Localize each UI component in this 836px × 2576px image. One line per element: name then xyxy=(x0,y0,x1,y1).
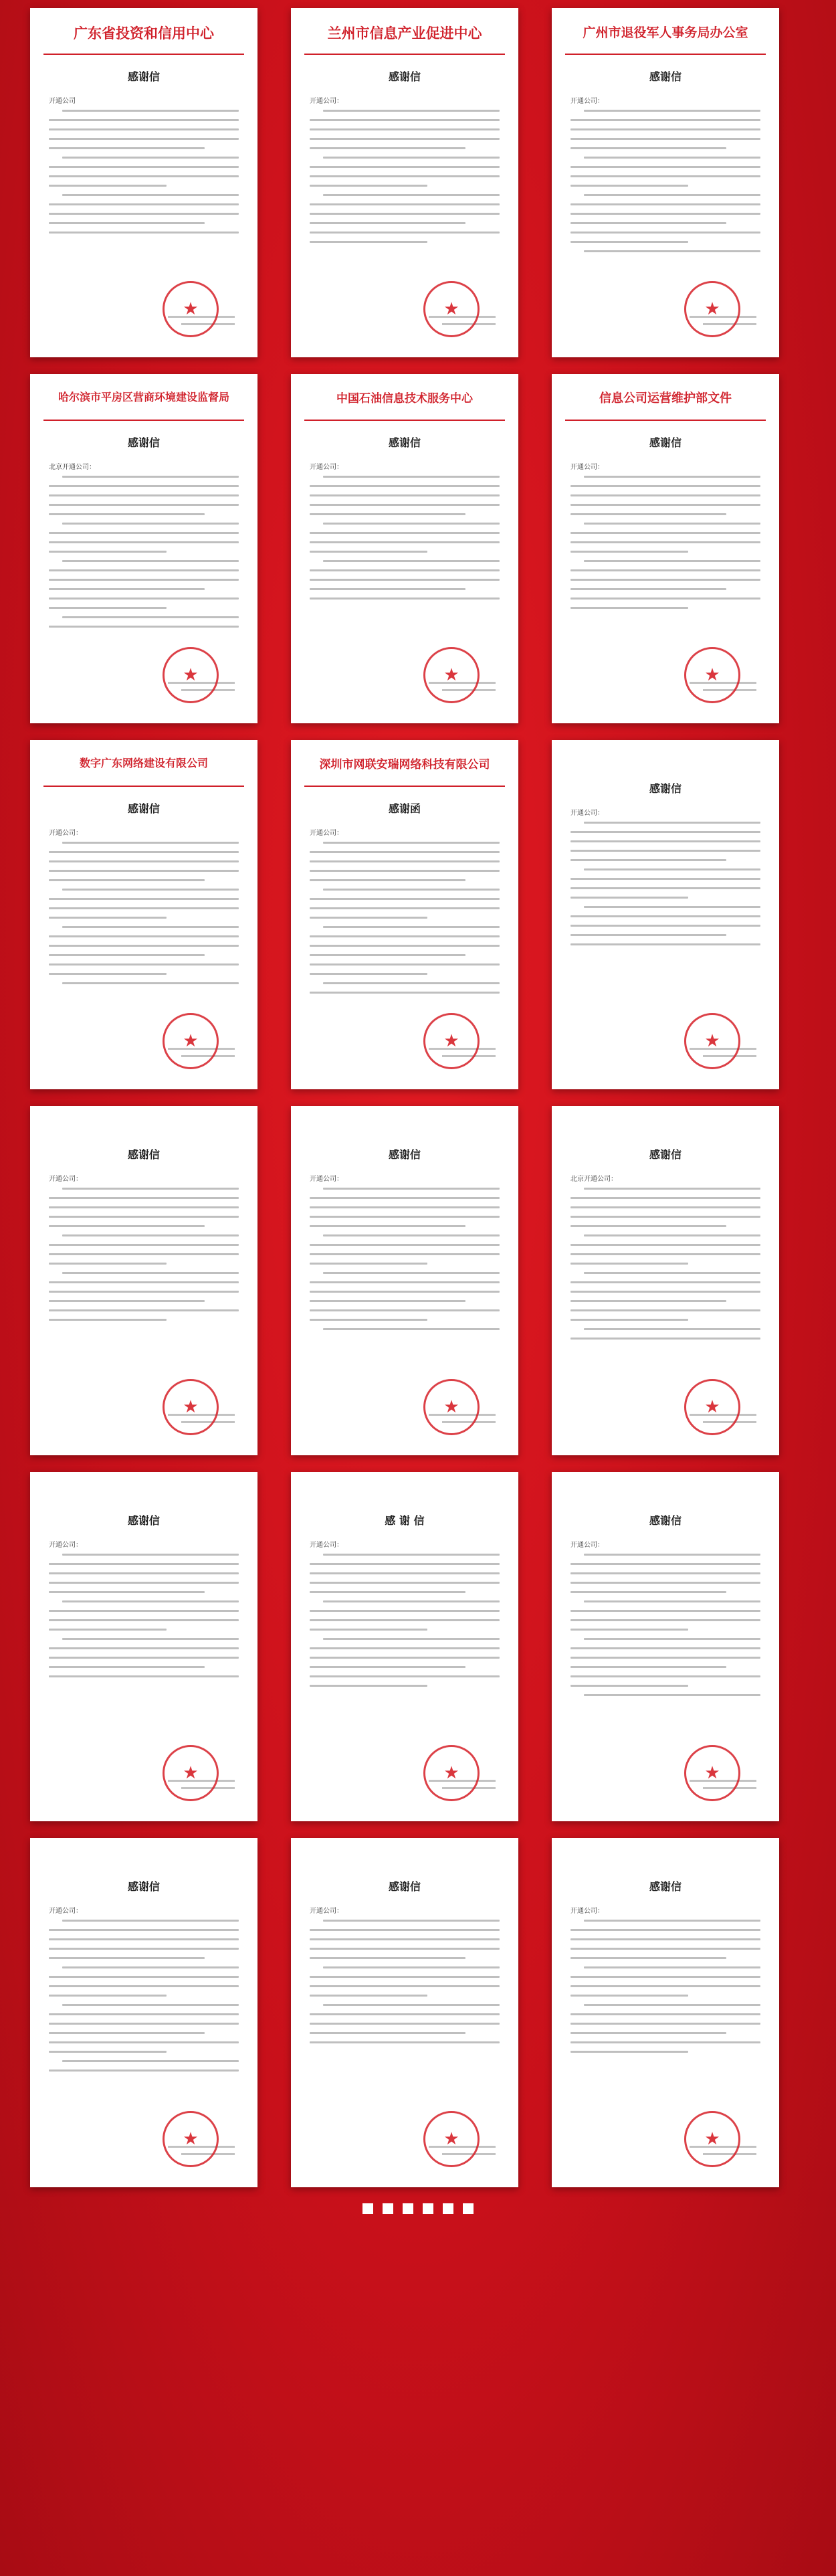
letter-title: 感谢信 xyxy=(388,1148,421,1161)
pagination-dots xyxy=(0,2203,836,2214)
thank-you-letter xyxy=(291,374,518,723)
red-seal-stamp xyxy=(423,281,480,337)
letter-salutation: 开通公司： xyxy=(310,464,343,471)
star-icon: ★ xyxy=(704,665,720,685)
dot xyxy=(383,2203,393,2214)
star-icon: ★ xyxy=(443,1397,459,1417)
letter-salutation: 开通公司： xyxy=(49,830,82,837)
letter-salutation: 开通公司： xyxy=(310,1908,343,1915)
letter-body-text xyxy=(49,842,239,992)
letter-salutation: 北京开通公司： xyxy=(570,1176,617,1183)
star-icon: ★ xyxy=(183,665,199,685)
star-icon: ★ xyxy=(443,2129,459,2149)
letter-title: 感谢信 xyxy=(649,1148,682,1161)
header-rule xyxy=(304,786,505,787)
letter-org-header: 广东省投资和信用中心 xyxy=(74,25,214,41)
letter-title: 感谢信 xyxy=(649,70,682,83)
letter-title: 感谢信 xyxy=(388,1880,421,1893)
header-rule xyxy=(565,54,766,55)
letter-body-text xyxy=(570,1920,760,2060)
red-seal-stamp xyxy=(163,2111,219,2167)
star-icon: ★ xyxy=(704,1031,720,1051)
letter-org-header: 信息公司运营维护部文件 xyxy=(599,391,732,405)
star-icon: ★ xyxy=(443,1031,459,1051)
letter-title: 感谢信 xyxy=(388,70,421,83)
red-seal-stamp xyxy=(423,1013,480,1069)
letter-org-header: 兰州市信息产业促进中心 xyxy=(327,25,482,41)
red-seal-stamp xyxy=(163,1379,219,1435)
letter-title: 感谢信 xyxy=(127,1514,160,1527)
red-seal-stamp xyxy=(163,1745,219,1801)
letter-org-header: 中国石油信息技术服务中心 xyxy=(336,392,473,405)
letter-salutation: 开通公司： xyxy=(570,98,604,105)
red-seal-stamp xyxy=(684,2111,740,2167)
thank-you-letter xyxy=(552,1838,779,2187)
header-rule xyxy=(43,54,244,55)
thank-you-letter xyxy=(291,1106,518,1455)
letter-title: 感 谢 信 xyxy=(385,1514,425,1527)
letter-title: 感谢函 xyxy=(388,802,421,815)
letter-salutation: 开通公司： xyxy=(570,810,604,817)
dot xyxy=(443,2203,453,2214)
letter-body-text xyxy=(310,1188,500,1338)
letter-body-text xyxy=(49,1920,239,2079)
red-seal-stamp xyxy=(684,647,740,703)
letter-org-header: 深圳市网联安瑞网络科技有限公司 xyxy=(319,758,490,771)
red-seal-stamp xyxy=(684,1379,740,1435)
letter-body-text xyxy=(570,110,760,260)
letter-title: 感谢信 xyxy=(649,436,682,449)
red-seal-stamp xyxy=(163,647,219,703)
star-icon: ★ xyxy=(183,1031,199,1051)
thank-you-letter xyxy=(30,374,257,723)
letter-body-text xyxy=(570,822,760,953)
star-icon: ★ xyxy=(704,1397,720,1417)
header-rule xyxy=(304,54,505,55)
red-seal-stamp xyxy=(423,647,480,703)
thank-you-letter xyxy=(30,8,257,357)
dot xyxy=(403,2203,413,2214)
letter-body-text xyxy=(570,476,760,616)
thank-you-letter xyxy=(30,1106,257,1455)
letter-salutation: 开通公司： xyxy=(570,1908,604,1915)
thank-you-letter xyxy=(552,740,779,1089)
red-seal-stamp xyxy=(684,1745,740,1801)
thank-you-letter xyxy=(30,740,257,1089)
star-icon: ★ xyxy=(704,1763,720,1783)
letter-salutation: 开通公司： xyxy=(310,1542,343,1549)
letter-salutation: 开通公司： xyxy=(49,1176,82,1183)
star-icon: ★ xyxy=(704,299,720,319)
star-icon: ★ xyxy=(183,1763,199,1783)
red-seal-stamp xyxy=(163,1013,219,1069)
thank-you-letter xyxy=(552,1472,779,1821)
letter-title: 感谢信 xyxy=(388,436,421,449)
letter-salutation: 开通公司 xyxy=(49,98,76,105)
dot xyxy=(423,2203,433,2214)
letter-title: 感谢信 xyxy=(649,782,682,795)
letter-body-text xyxy=(310,1920,500,2051)
letter-title: 感谢信 xyxy=(649,1880,682,1893)
header-rule xyxy=(43,786,244,787)
thank-you-letter xyxy=(552,374,779,723)
header-rule xyxy=(304,420,505,421)
thank-you-letter xyxy=(30,1838,257,2187)
letter-salutation: 开通公司： xyxy=(49,1542,82,1549)
dot xyxy=(463,2203,474,2214)
star-icon: ★ xyxy=(443,299,459,319)
letter-body-text xyxy=(310,476,500,607)
red-seal-stamp xyxy=(684,1013,740,1069)
letter-org-header: 数字广东网络建设有限公司 xyxy=(79,757,208,769)
letter-body-text xyxy=(310,842,500,1001)
thank-you-letter xyxy=(291,8,518,357)
star-icon: ★ xyxy=(183,1397,199,1417)
thank-you-letter xyxy=(552,8,779,357)
star-icon: ★ xyxy=(443,1763,459,1783)
letter-body-text xyxy=(570,1554,760,1704)
red-seal-stamp xyxy=(423,2111,480,2167)
letter-salutation: 开通公司： xyxy=(570,1542,604,1549)
letter-body-text xyxy=(310,110,500,250)
thank-you-letter xyxy=(30,1472,257,1821)
thank-you-letter xyxy=(291,740,518,1089)
red-seal-stamp xyxy=(163,281,219,337)
letter-body-text xyxy=(310,1554,500,1694)
letter-body-text xyxy=(49,1188,239,1328)
dot xyxy=(362,2203,373,2214)
star-icon: ★ xyxy=(183,2129,199,2149)
letter-title: 感谢信 xyxy=(127,1880,160,1893)
red-seal-stamp xyxy=(684,281,740,337)
letter-salutation: 开通公司： xyxy=(310,98,343,105)
letter-salutation: 开通公司： xyxy=(310,1176,343,1183)
header-rule xyxy=(565,420,766,421)
star-icon: ★ xyxy=(704,2129,720,2149)
star-icon: ★ xyxy=(183,299,199,319)
letter-body-text xyxy=(570,1188,760,1347)
letter-salutation: 北京开通公司： xyxy=(49,464,96,471)
letter-title: 感谢信 xyxy=(127,1148,160,1161)
header-rule xyxy=(43,420,244,421)
letter-title: 感谢信 xyxy=(127,802,160,815)
red-seal-stamp xyxy=(423,1745,480,1801)
letter-grid xyxy=(30,8,806,2187)
letter-title: 感谢信 xyxy=(127,70,160,83)
letter-body-text xyxy=(49,476,239,635)
thank-you-letter xyxy=(552,1106,779,1455)
letter-salutation: 开通公司： xyxy=(49,1908,82,1915)
letter-title: 感谢信 xyxy=(127,436,160,449)
thank-you-letter xyxy=(291,1472,518,1821)
letter-body-text xyxy=(49,1554,239,1685)
letter-org-header: 广州市退役军人事务局办公室 xyxy=(583,25,748,40)
red-seal-stamp xyxy=(423,1379,480,1435)
letter-body-text xyxy=(49,110,239,241)
letter-org-header: 哈尔滨市平房区营商环境建设监督局 xyxy=(58,391,229,403)
letter-salutation: 开通公司： xyxy=(310,830,343,837)
letter-title: 感谢信 xyxy=(649,1514,682,1527)
star-icon: ★ xyxy=(443,665,459,685)
thank-you-letter xyxy=(291,1838,518,2187)
letter-salutation: 开通公司： xyxy=(570,464,604,471)
